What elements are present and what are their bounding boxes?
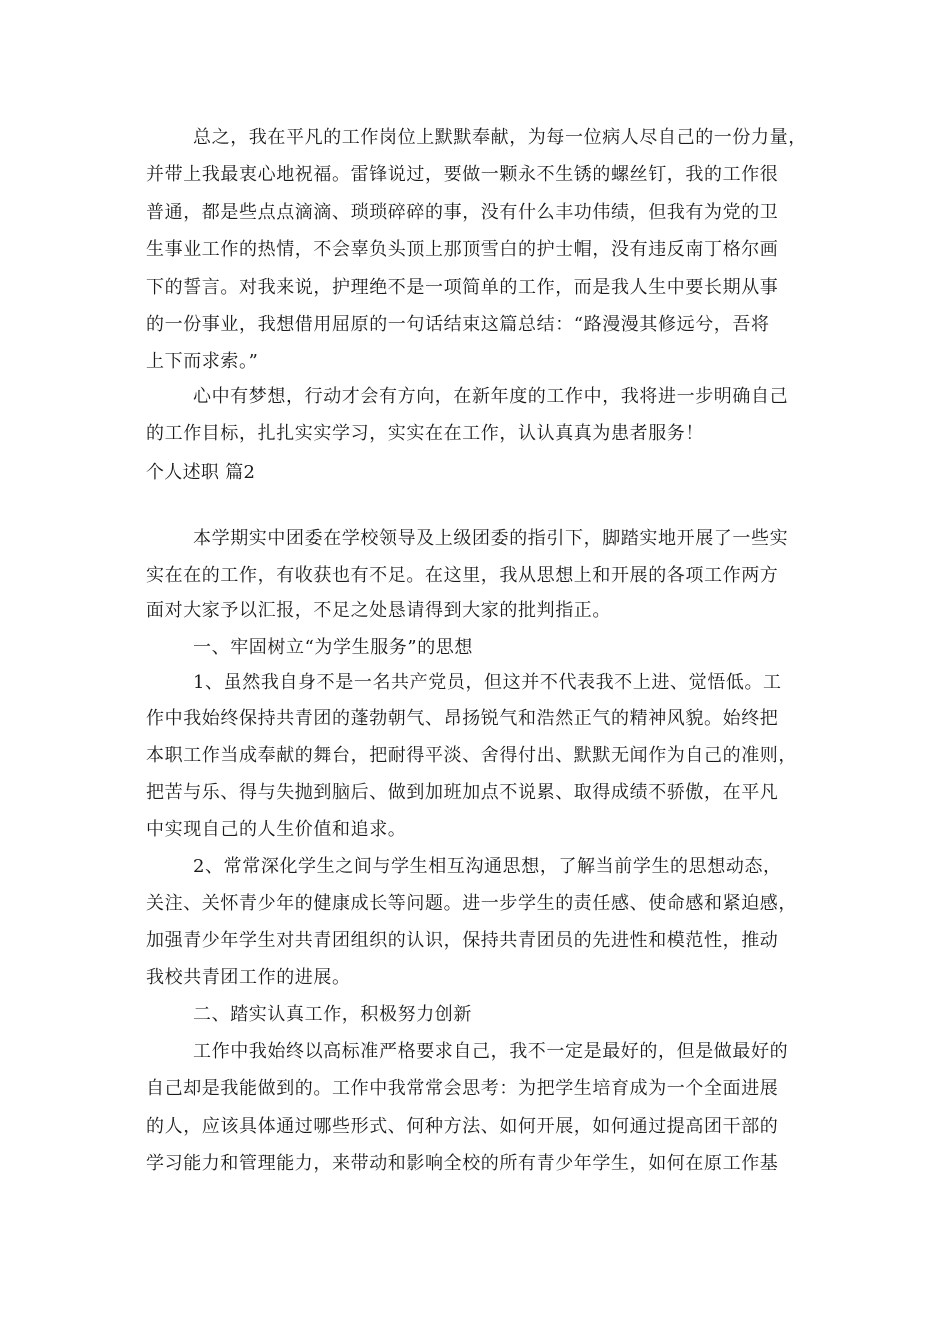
text-line: 加强青少年学生对共青团组织的认识，保持共青团员的先进性和模范性，推动 <box>146 930 779 951</box>
subheading: 二、踏实认真工作，积极努力创新 <box>193 1004 472 1025</box>
text-line: 我校共青团工作的进展。 <box>146 967 351 988</box>
subheading: 一、牢固树立“为学生服务”的思想 <box>193 637 474 658</box>
text-line: 面对大家予以汇报，不足之处恳请得到大家的批判指正。 <box>146 600 611 621</box>
text-line: 工作中我始终以高标准严格要求自己，我不一定是最好的，但是做最好的 <box>193 1041 789 1062</box>
text-line: 的人，应该具体通过哪些形式、何种方法、如何开展，如何通过提高团干部的 <box>146 1116 779 1137</box>
text-line: 中实现自己的人生价值和追求。 <box>146 819 407 840</box>
text-line: 实在在的工作，有收获也有不足。在这里，我从思想上和开展的各项工作两方 <box>146 565 779 586</box>
text-line: 关注、关怀青少年的健康成长等问题。进一步学生的责任感、使命感和紧迫感， <box>146 893 797 914</box>
text-line: 心中有梦想，行动才会有方向，在新年度的工作中，我将进一步明确自己 <box>193 386 789 407</box>
text-line: 总之，我在平凡的工作岗位上默默奉献，为每一位病人尽自己的一份力量， <box>193 127 807 148</box>
text-line: 学习能力和管理能力，来带动和影响全校的所有青少年学生，如何在原工作基 <box>146 1153 779 1174</box>
text-line: 普通，都是些点点滴滴、琐琐碎碎的事，没有什么丰功伟绩，但我有为党的卫 <box>146 202 779 223</box>
text-line: 把苦与乐、得与失抛到脑后、做到加班加点不说累、取得成绩不骄傲，在平凡 <box>146 782 779 803</box>
text-line: 本职工作当成奉献的舞台，把耐得平淡、舍得付出、默默无闻作为自己的准则， <box>146 745 797 766</box>
text-line: 作中我始终保持共青团的蓬勃朝气、昂扬锐气和浩然正气的精神风貌。始终把 <box>146 708 779 729</box>
text-line: 1、虽然我自身不是一名共产党员，但这并不代表我不上进、觉悟低。工 <box>193 672 782 693</box>
text-line: 上下而求索。” <box>146 351 259 372</box>
section-heading: 个人述职 篇2 <box>146 462 256 483</box>
text-line: 本学期实中团委在学校领导及上级团委的指引下，脚踏实地开展了一些实 <box>193 528 789 549</box>
text-line: 并带上我最衷心地祝福。雷锋说过，要做一颗永不生锈的螺丝钉，我的工作很 <box>146 164 779 185</box>
text-line: 的工作目标，扎扎实实学习，实实在在工作，认认真真为患者服务！ <box>146 423 704 444</box>
text-line: 的一份事业，我想借用屈原的一句话结束这篇总结：“路漫漫其修远兮，吾将 <box>146 314 770 335</box>
text-line: 2、常常深化学生之间与学生相互沟通思想，了解当前学生的思想动态， <box>193 856 782 877</box>
text-line: 自己却是我能做到的。工作中我常常会思考：为把学生培育成为一个全面进展 <box>146 1078 779 1099</box>
text-line: 生事业工作的热情，不会辜负头顶上那顶雪白的护士帽，没有违反南丁格尔画 <box>146 239 779 260</box>
text-line: 下的誓言。对我来说，护理绝不是一项简单的工作，而是我人生中要长期从事 <box>146 277 779 298</box>
